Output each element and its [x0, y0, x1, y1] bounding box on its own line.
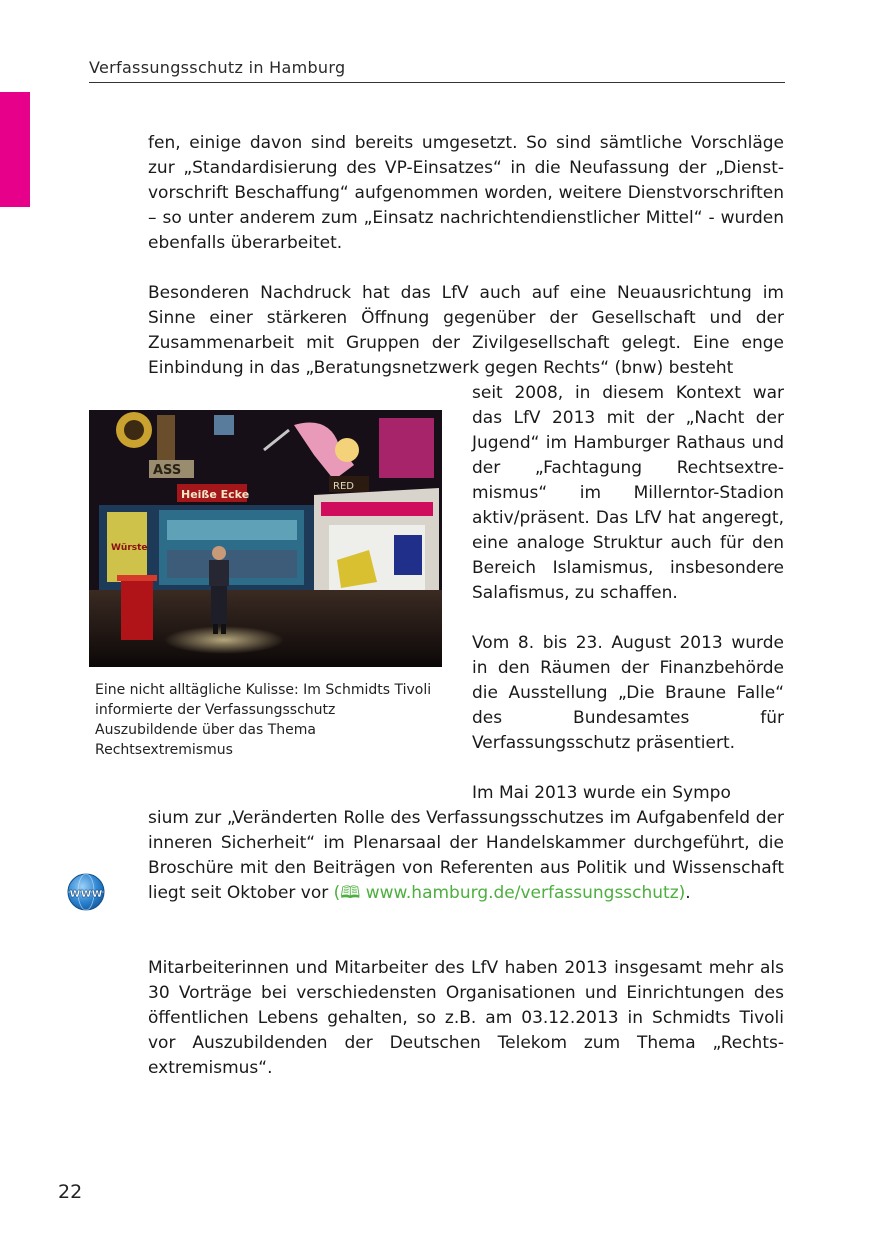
- page-number: 22: [58, 1181, 83, 1203]
- sign-wuerste: Würste: [111, 543, 148, 553]
- sign-ass: ASS: [153, 463, 182, 478]
- paragraph-2-continued: seit 2008, in diesem Kontext war das LfV 2013 mit der „Nacht der Jugend“ im Hamburger Rathaus und der „Fachtagung Rechtsextremismus“ im Millerntor-Stadion aktiv/präsent. Das LfV hat angeregt, eine analoge Struktur auch für den Bereich Islamismus, insbesondere Salafismus, zu schaffen.: [472, 383, 784, 603]
- paragraph-4: [148, 806, 784, 906]
- paragraph-5: Mitarbeiterinnen und Mitarbeiter des LfV haben 2013 insgesamt mehr als 30 Vorträge bei verschiedensten Organisationen und Einrichtungen des öffentlichen Lebens gehalten, so z.B. am 03.12.2013 in Schmidts Tivoli vor Auszubildenden der Deutschen Telekom zum Thema „Rechtsextremismus“.: [148, 958, 784, 1078]
- paragraph-4-body: sium zur „Veränderten Rolle des Verfassungsschutzes im Aufgabenfeld der inneren Sicherheit“ im Plenarsaal der Handelskammer durchgeführt, die Broschüre mit den Beiträgen von Referenten aus Politik und Wissenschaft liegt seit Oktober vor: [148, 808, 784, 903]
- paragraph-4-lead: Im Mai 2013 wurde ein Sympo: [472, 783, 731, 803]
- website-link[interactable]: (🕮 www.hamburg.de/verfassungsschutz): [333, 883, 686, 903]
- svg-text:www: www: [69, 886, 103, 900]
- paragraph-1: fen, einige davon sind bereits umgesetzt. So sind sämtliche Vorschläge zur „Standardisierung des VP-Einsatzes“ in die Neufassung der „Dienstvorschrift Beschaffung“ aufgenommen worden, weitere Dienstvorschriften – so unter anderem zum „Einsatz nachrichtendienstlicher Mittel“ - wurden ebenfalls überarbeitet.: [148, 133, 784, 253]
- paragraph-4-tail: .: [685, 883, 691, 903]
- running-header: Verfassungsschutz in Hamburg: [89, 58, 346, 77]
- photo-caption: Eine nicht alltägliche Kulisse: Im Schmidts Tivoli informierte der Verfassungsschutz Auszubildende über das Thema Rechtsextremismus: [95, 682, 432, 758]
- stage-photo-illustration: [89, 410, 442, 667]
- event-photo: [89, 410, 442, 667]
- header-rule: [89, 82, 785, 83]
- sign-red: RED: [333, 481, 354, 492]
- sign-heisse-ecke: Heiße Ecke: [181, 488, 250, 501]
- paragraph-3: Vom 8. bis 23. August 2013 wurde in den Räumen der Finanzbehörde die Ausstellung „Die Braune Falle“ des Bundesamtes für Verfassungsschutz präsentiert.: [472, 633, 784, 753]
- chapter-tab-marker: [0, 92, 30, 207]
- paragraph-2: Besonderen Nachdruck hat das LfV auch auf eine Neuausrichtung im Sinne einer stärkeren Öffnung gegenüber der Gesellschaft und der Zusammenarbeit mit Gruppen der Zivilgesellschaft gelegt. Eine enge Einbindung in das „Beratungsnetzwerk gegen Rechts“ (bnw) besteht: [148, 283, 784, 378]
- www-globe-icon: [67, 873, 105, 911]
